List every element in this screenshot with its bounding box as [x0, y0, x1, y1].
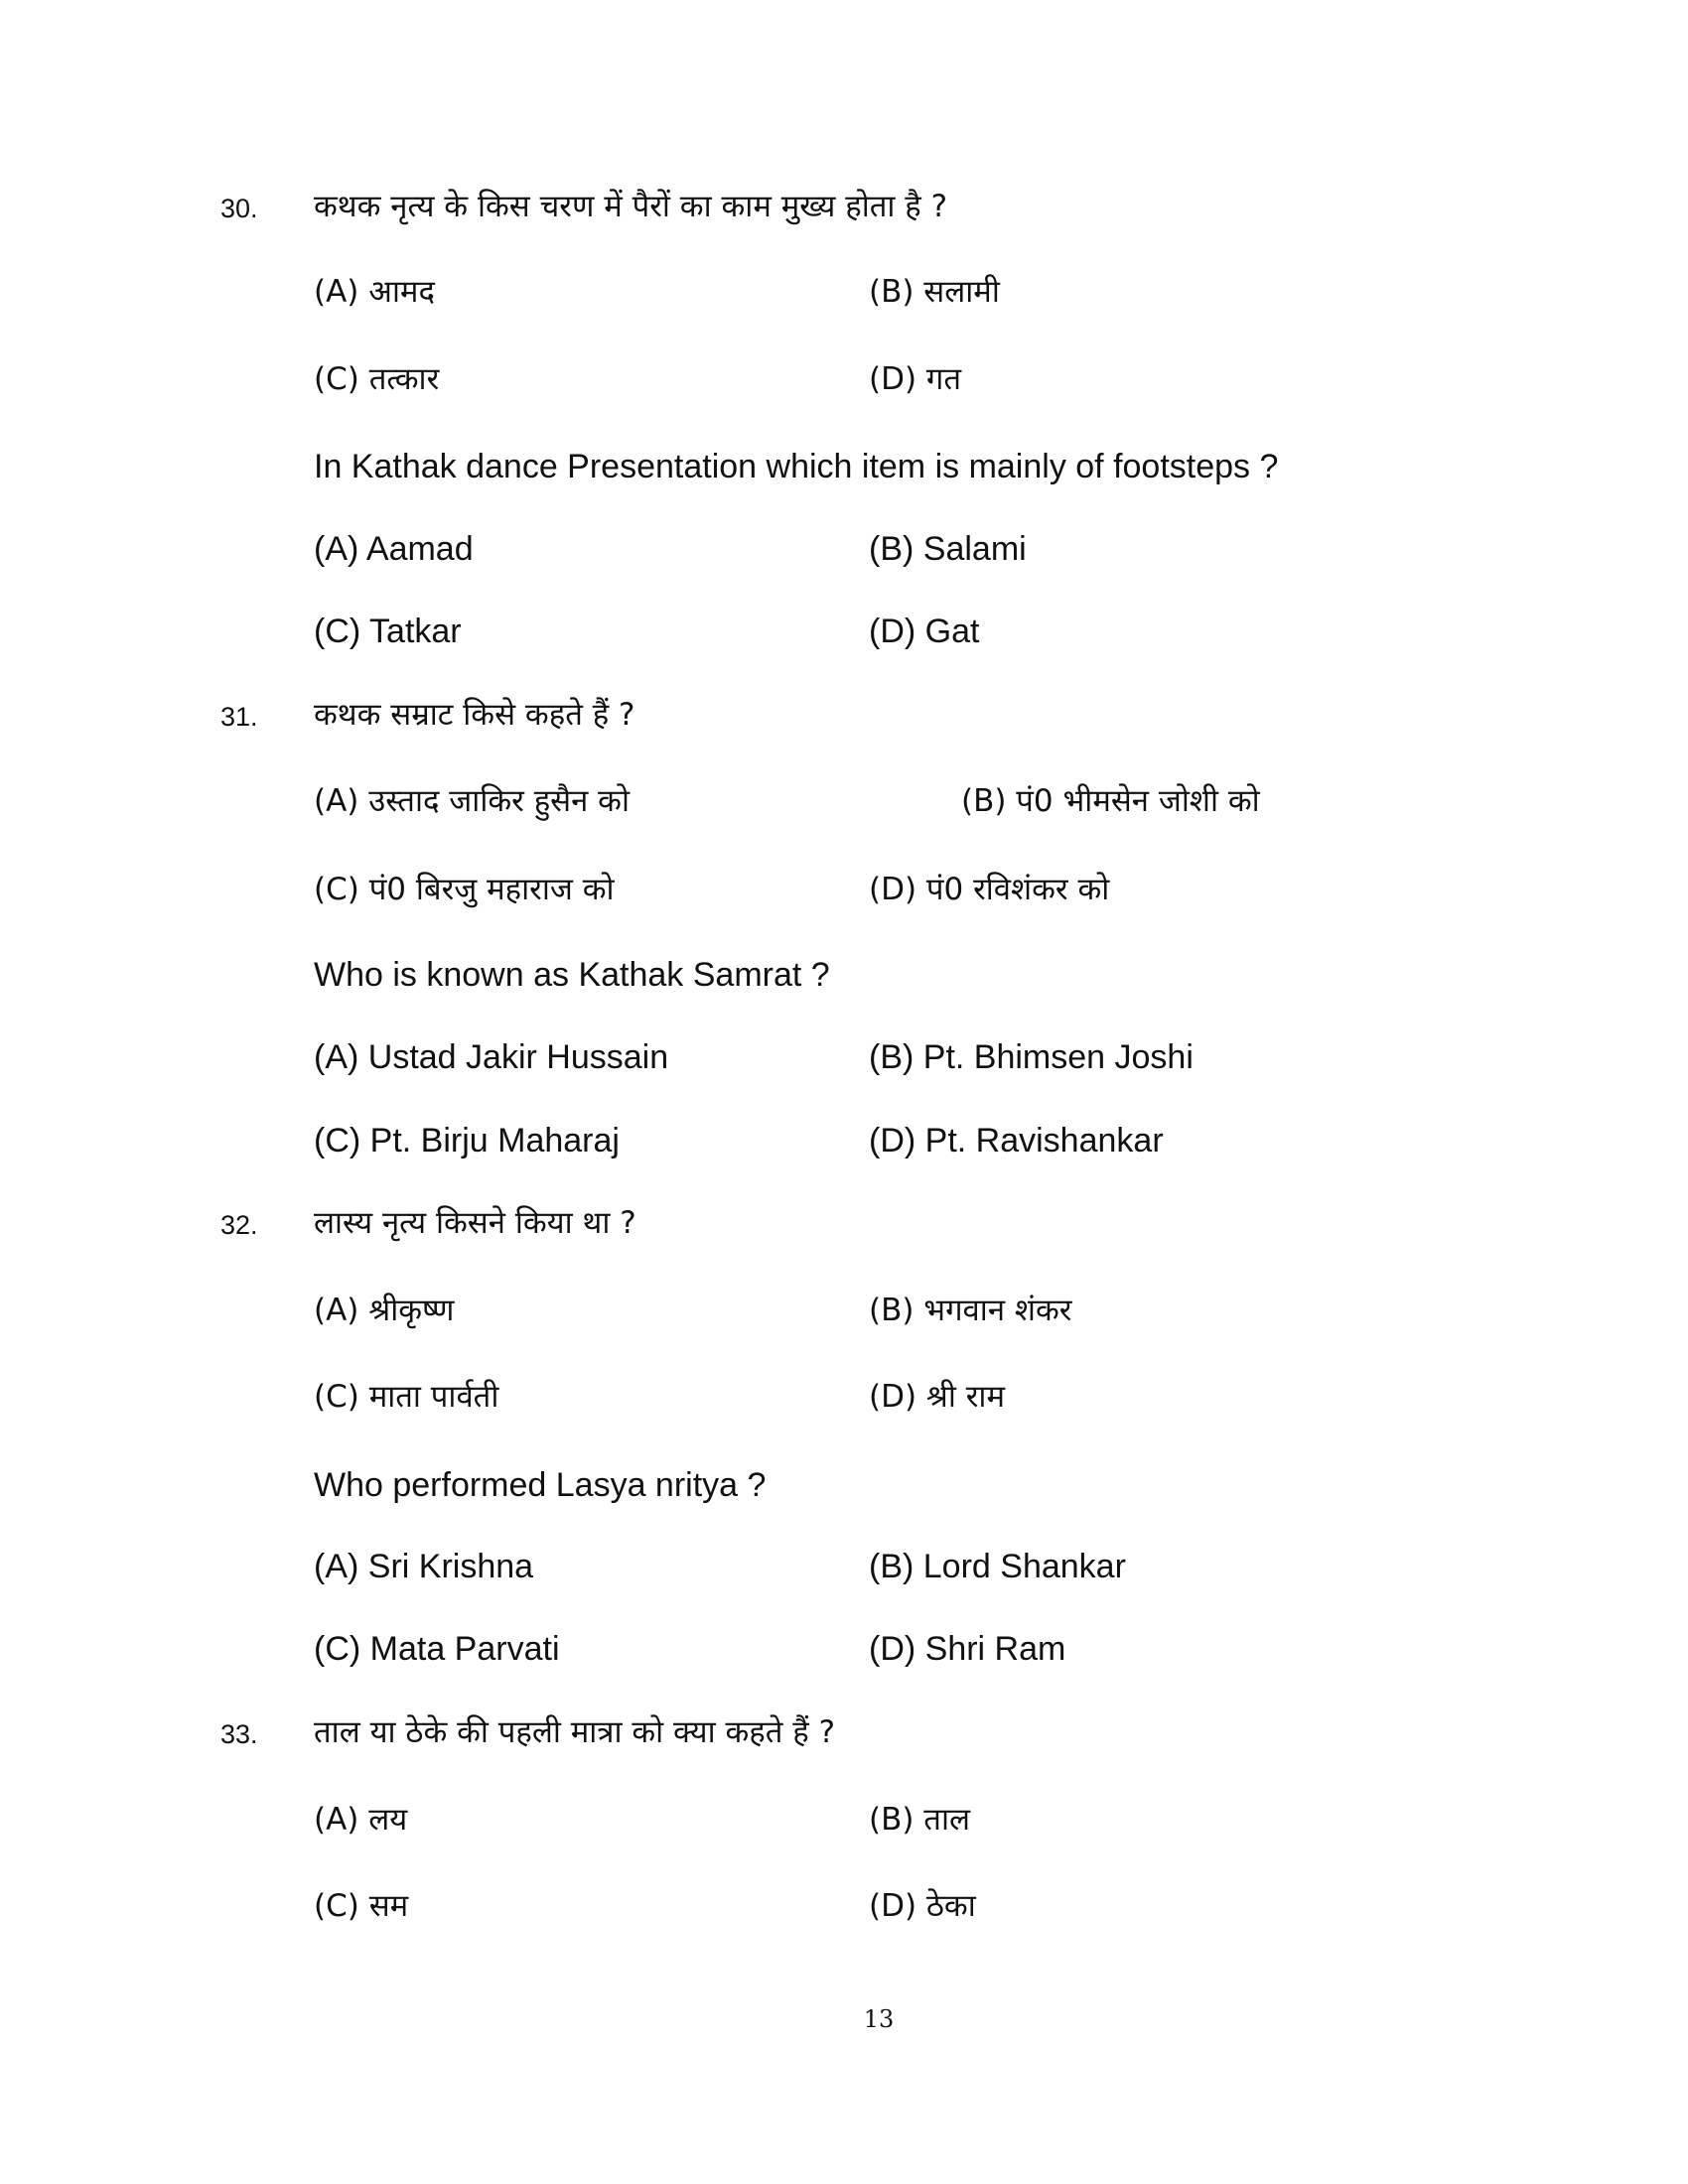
- question-number: 31.: [220, 702, 258, 732]
- option-b: (B) सलामी: [869, 274, 1000, 310]
- option-d: (D) ठेका: [869, 1888, 976, 1924]
- option-a: (A) उस्ताद जाकिर हुसैन को: [314, 783, 631, 819]
- option-c: (C) सम: [314, 1888, 409, 1924]
- option-a: (A) श्रीकृष्ण: [314, 1293, 455, 1328]
- option-a: (A) आमद: [314, 274, 435, 310]
- option-c: (C) Pt. Birju Maharaj: [314, 1122, 620, 1160]
- option-d: (D) पं0 रविशंकर को: [869, 872, 1110, 907]
- option-c: (C) Tatkar: [314, 613, 462, 650]
- question-text-hindi: ताल या ठेके की पहली मात्रा को क्या कहते हैं ?: [314, 1714, 836, 1750]
- option-b: (B) Salami: [869, 530, 1027, 568]
- question-number: 33.: [220, 1719, 258, 1749]
- option-b: (B) Pt. Bhimsen Joshi: [869, 1038, 1194, 1076]
- option-a: (A) Sri Krishna: [314, 1548, 534, 1585]
- question-text-hindi: लास्य नृत्य किसने किया था ?: [314, 1205, 636, 1241]
- option-c: (C) Mata Parvati: [314, 1630, 560, 1668]
- option-c: (C) पं0 बिरजु महाराज को: [314, 872, 615, 907]
- option-a: (A) Aamad: [314, 530, 474, 568]
- option-d: (D) Shri Ram: [869, 1630, 1066, 1668]
- option-b: (B) पं0 भीमसेन जोशी को: [961, 783, 1260, 819]
- option-a: (A) Ustad Jakir Hussain: [314, 1038, 669, 1076]
- page-number: 13: [863, 2005, 895, 2033]
- option-d: (D) श्री राम: [869, 1379, 1005, 1415]
- option-d: (D) Gat: [869, 613, 980, 650]
- option-d: (D) Pt. Ravishankar: [869, 1122, 1164, 1160]
- question-text-english: Who is known as Kathak Samrat ?: [314, 956, 830, 994]
- question-text-hindi: कथक नृत्य के किस चरण में पैरों का काम मुख्य होता है ?: [314, 189, 948, 224]
- option-d: (D) गत: [869, 361, 962, 397]
- question-text-hindi: कथक सम्राट किसे कहते हैं ?: [314, 697, 635, 733]
- option-b: (B) Lord Shankar: [869, 1548, 1126, 1585]
- question-text-english: Who performed Lasya nritya ?: [314, 1466, 767, 1504]
- option-c: (C) तत्कार: [314, 361, 440, 397]
- option-a: (A) लय: [314, 1802, 408, 1838]
- question-number: 32.: [220, 1210, 258, 1240]
- question-text-english: In Kathak dance Presentation which item is mainly of footsteps ?: [314, 448, 1279, 485]
- question-number: 30.: [220, 194, 258, 223]
- option-c: (C) माता पार्वती: [314, 1379, 499, 1415]
- option-b: (B) ताल: [869, 1802, 971, 1838]
- option-b: (B) भगवान शंकर: [869, 1293, 1072, 1328]
